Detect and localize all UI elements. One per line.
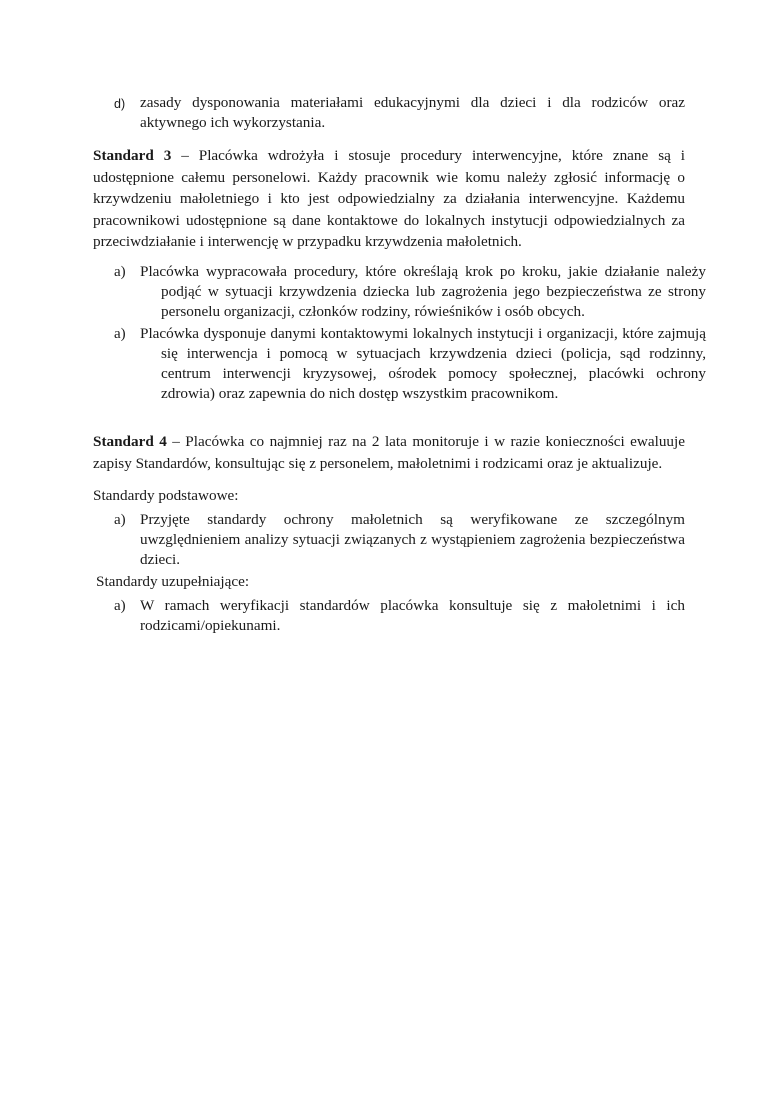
list-item-text: Placówka wypracowała procedury, które określają krok po kroku, jakie działanie należy podjąć w sytuacji krzywdzenia dziecka lub zagrożenia jego bezpieczeństwa ze strony personelu organizacji, członków rodziny, rówieśników i osób obcych.: [140, 263, 706, 320]
standard-4-text: – Placówka co najmniej raz na 2 lata monitoruje i w razie konieczności ewaluuje zapisy Standardów, konsultując się z personelem, małoletnimi i rodzicami oraz je aktualizuje.: [93, 433, 685, 472]
list-marker: a): [114, 512, 126, 528]
list-marker: a): [114, 326, 126, 342]
standard-3-label: Standard 3: [93, 147, 172, 164]
basic-standards-heading: Standardy podstawowe:: [93, 487, 239, 504]
list-item-text: Placówka dysponuje danymi kontaktowymi lokalnych instytucji i organizacji, które zajmują się interwencja i pomocą w sytuacjach krzywdzenia dzieci (policja, sąd rodzinny, centrum interwencji kryzysowej, ośrodek pomocy społecznej, placówki ochrony zdrowia) oraz zapewnia do nich dostęp wszystkim pracownikom.: [140, 325, 706, 402]
standard-3-paragraph: [93, 145, 685, 253]
list-item-text: Przyjęte standardy ochrony małoletnich są weryfikowane ze szczególnym uwzględnieniem analizy sytuacji związanych z wystąpieniem zagrożenia bezpieczeństwa dzieci.: [140, 511, 685, 568]
list-marker: d): [114, 97, 126, 111]
list-item-text: zasady dysponowania materiałami edukacyjnymi dla dzieci i dla rodziców oraz aktywnego ich wykorzystania.: [140, 94, 685, 131]
list-item-text: W ramach weryfikacji standardów placówka konsultuje się z małoletnimi i ich rodzicami/opiekunami.: [140, 597, 685, 634]
supplementary-standards-heading: Standardy uzupełniające:: [96, 573, 250, 590]
list-marker: a): [114, 598, 126, 614]
list-marker: a): [114, 264, 126, 280]
standard-4-paragraph: [93, 431, 685, 475]
standard-3-text: – Placówka wdrożyła i stosuje procedury interwencyjne, które znane są i udostępnione całemu personelowi. Każdy pracownik wie komu należy zgłosić informację o krzywdzeniu małoletniego i kto jest odpowiedzialny za działania interwencyjne. Każdemu pracownikowi udostępnione są dane kontaktowe do lokalnych instytucji odpowiedzialnych za przeciwdziałanie i interwencję w przypadku krzywdzenia małoletnich.: [93, 147, 685, 250]
standard-4-label: Standard 4: [93, 433, 167, 450]
